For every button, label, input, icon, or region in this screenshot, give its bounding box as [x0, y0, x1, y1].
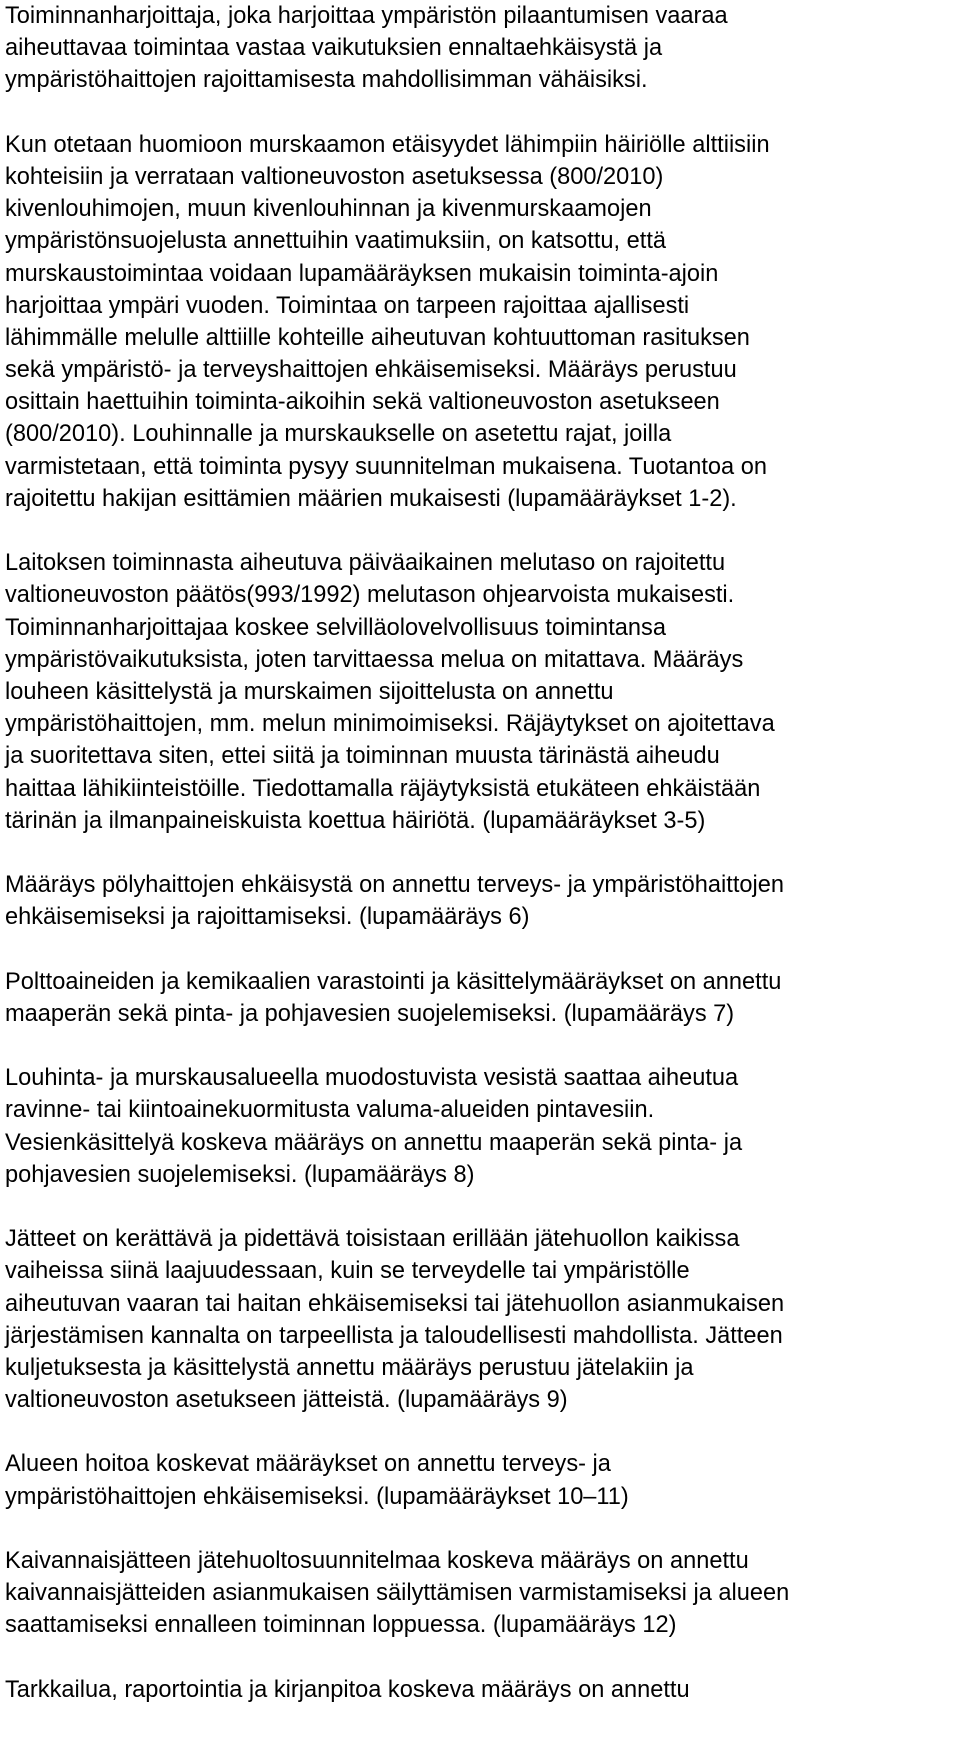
text-line: Toiminnanharjoittaja, joka harjoittaa ympäristön pilaantumisen vaaraa [5, 3, 728, 29]
text-line: Alueen hoitoa koskevat määräykset on annettu terveys- ja [5, 1451, 611, 1478]
text-line: ehkäisemiseksi ja rajoittamiseksi. (lupamääräys 6) [5, 904, 530, 931]
text-line: Jätteet on kerättävä ja pidettävä toisistaan erillään jätehuollon kaikissa [5, 1226, 740, 1253]
text-line: maaperän sekä pinta- ja pohjavesien suojelemiseksi. (lupamääräys 7) [5, 1000, 735, 1027]
text-line: vaiheissa siinä laajuudessaan, kuin se terveydelle tai ympäristölle [5, 1258, 690, 1285]
text-line: rajoitettu hakijan esittämien määrien mukaisesti (lupamääräykset 1-2). [5, 485, 737, 512]
text-line: valtioneuvoston asetukseen jätteistä. (lupamääräys 9) [5, 1387, 568, 1414]
text-line: harjoittaa ympäri vuoden. Toimintaa on tarpeen rajoittaa ajallisesti [5, 292, 690, 319]
text-line: valtioneuvoston päätös(993/1992) melutason ohjearvoista mukaisesti. [5, 582, 735, 609]
text-line: aiheuttavaa toimintaa vastaa vaikutuksien ennaltaehkäisystä ja [5, 35, 663, 62]
paragraph-operating-times [5, 129, 955, 515]
text-line: murskaustoimintaa voidaan lupamääräyksen mukaisin toiminta-ajoin [5, 260, 719, 287]
text-line: Toiminnanharjoittajaa koskee selvilläolovelvollisuus toimintansa [5, 614, 666, 641]
text-line: osittain haettuihin toiminta-aikoihin sekä valtioneuvoston asetukseen [5, 389, 720, 416]
text-line: sekä ympäristö- ja terveyshaittojen ehkäisemiseksi. Määräys perustuu [5, 357, 737, 384]
text-line: ympäristönsuojelusta annettuihin vaatimuksiin, on katsottu, että [5, 228, 666, 255]
text-line: Louhinta- ja murskausalueella muodostuvista vesistä saattaa aiheutua [5, 1065, 739, 1092]
text-line: saattamiseksi ennalleen toiminnan loppuessa. (lupamääräys 12) [5, 1612, 677, 1639]
paragraph-dust [5, 869, 955, 933]
paragraph-fuels-chemicals [5, 966, 955, 1030]
text-line: varmistetaan, että toiminta pysyy suunnitelman mukaisena. Tuotantoa on [5, 453, 767, 480]
text-line: ympäristövaikutuksista, joten tarvittaessa melua on mitattava. Määräys [5, 646, 744, 673]
text-line: haittaa lähikiinteistöille. Tiedottamalla räjäytyksistä etukäteen ehkäistään [5, 775, 761, 802]
text-line: kivenlouhimojen, muun kivenlouhinnan ja kivenmurskaamojen [5, 196, 652, 223]
text-line: Laitoksen toiminnasta aiheutuva päiväaikainen melutaso on rajoitettu [5, 550, 726, 577]
text-line: (800/2010). Louhinnalle ja murskaukselle on asetettu rajat, joilla [5, 421, 672, 448]
paragraph-noise-and-blasting [5, 547, 955, 837]
text-line: ravinne- tai kiintoainekuormitusta valuma-alueiden pintavesiin. [5, 1097, 655, 1124]
text-line: Kun otetaan huomioon murskaamon etäisyydet lähimpiin häiriölle alttiisiin [5, 131, 770, 158]
paragraph-water-treatment [5, 1062, 955, 1191]
document-body [5, 0, 955, 1738]
text-line: Polttoaineiden ja kemikaalien varastointi ja käsittelymääräykset on annettu [5, 968, 782, 995]
text-line: Kaivannaisjätteen jätehuoltosuunnitelmaa koskeva määräys on annettu [5, 1548, 749, 1574]
text-line: pohjavesien suojelemiseksi. (lupamääräys 8) [5, 1161, 475, 1188]
text-line: kaivannaisjätteiden asianmukaisen säilyttämisen varmistamiseksi ja alueen [5, 1580, 790, 1607]
paragraph-area-maintenance [5, 1448, 955, 1512]
text-line: ja suoritettava siten, ettei siitä ja toiminnan muusta tärinästä aiheudu [5, 743, 720, 770]
text-line: louheen käsittelystä ja murskaimen sijoittelusta on annettu [5, 678, 614, 705]
text-line: tärinän ja ilmanpaineiskuista koettua häiriötä. (lupamääräykset 3-5) [5, 807, 706, 834]
paragraph-monitoring [5, 1674, 955, 1706]
text-line: Määräys pölyhaittojen ehkäisystä on annettu terveys- ja ympäristöhaittojen [5, 872, 785, 899]
text-line: ympäristöhaittojen ehkäisemiseksi. (lupamääräykset 10–11) [5, 1483, 629, 1510]
text-line: Vesienkäsittelyä koskeva määräys on annettu maaperän sekä pinta- ja [5, 1129, 743, 1156]
text-line: kohteisiin ja verrataan valtioneuvoston asetuksessa (800/2010) [5, 163, 664, 190]
paragraph-waste [5, 1223, 955, 1416]
paragraph-extractive-waste [5, 1545, 955, 1642]
text-line: ympäristöhaittojen rajoittamisesta mahdollisimman vähäisiksi. [5, 67, 648, 94]
text-line: järjestämisen kannalta on tarpeellista ja taloudellisesti mahdollista. Jätteen [5, 1322, 783, 1349]
text-line: ympäristöhaittojen, mm. melun minimoimiseksi. Räjäytykset on ajoitettava [5, 711, 775, 738]
text-line: Tarkkailua, raportointia ja kirjanpitoa koskeva määräys on annettu [5, 1676, 690, 1703]
text-line: lähimmälle melulle alttiille kohteille aiheutuvan kohtuuttoman rasituksen [5, 324, 750, 351]
text-line: kuljetuksesta ja käsittelystä annettu määräys perustuu jätelakiin ja [5, 1354, 694, 1381]
text-line: aiheutuvan vaaran tai haitan ehkäisemiseksi tai jätehuollon asianmukaisen [5, 1290, 785, 1317]
paragraph-operator-responsibility [5, 0, 955, 97]
